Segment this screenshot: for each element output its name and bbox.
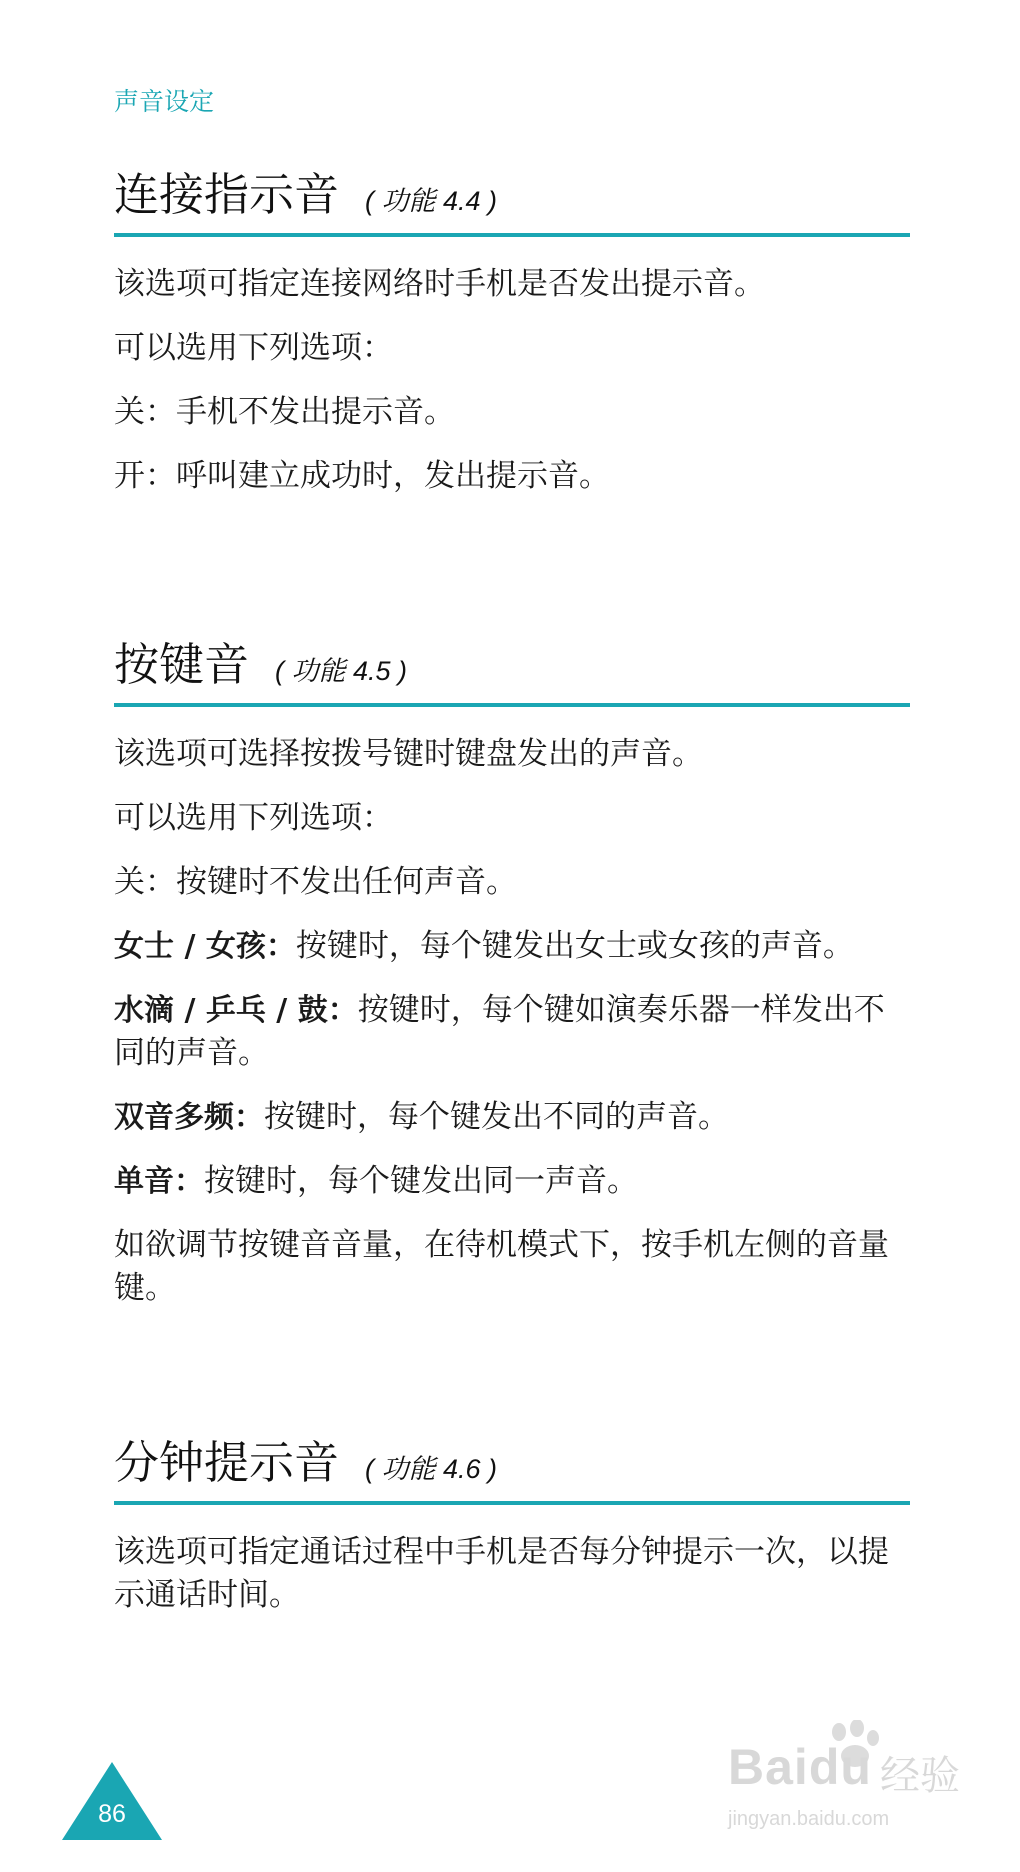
- function-number: ( 功能 4.6 ): [365, 1454, 498, 1484]
- option-item: 水滴 / 乒乓 / 鼓：按键时，每个键如演奏乐器一样发出不同的声音。: [114, 992, 885, 1071]
- section-title-row: [114, 1426, 910, 1505]
- section-key-tone: [114, 628, 910, 1331]
- option-item: 关：按键时不发出任何声音。: [114, 864, 517, 900]
- option-item: 开：呼叫建立成功时，发出提示音。: [114, 458, 610, 494]
- chapter-header: 声音设定: [114, 87, 215, 116]
- section-body: [114, 1531, 910, 1617]
- option-label: 开：: [114, 458, 176, 494]
- section-body: [114, 733, 910, 1310]
- option-item: 双音多频：按键时，每个键发出不同的声音。: [114, 1099, 729, 1135]
- page-number-badge: [62, 1762, 162, 1840]
- paragraph: 该选项可指定通话过程中手机是否每分钟提示一次，以提示通话时间。: [114, 1534, 889, 1613]
- section-body: [114, 263, 910, 498]
- watermark-url: jingyan.baidu.com: [728, 1808, 890, 1830]
- baidu-watermark: [728, 1720, 968, 1840]
- section-title: 连接指示音: [114, 168, 340, 221]
- option-label: 女士 / 女孩：: [114, 929, 296, 964]
- option-item: 关：手机不发出提示音。: [114, 394, 455, 430]
- watermark-cn: 经验: [880, 1753, 960, 1799]
- option-item: 单音：按键时，每个键发出同一声音。: [114, 1163, 638, 1199]
- option-label: 水滴 / 乒乓 / 鼓：: [114, 993, 358, 1028]
- option-item: 女士 / 女孩：按键时，每个键发出女士或女孩的声音。: [114, 928, 854, 964]
- section-title-row: [114, 628, 910, 707]
- paragraph: 可以选用下列选项：: [114, 800, 393, 836]
- option-label: 单音：: [114, 1164, 204, 1199]
- option-label: 关：: [114, 864, 176, 900]
- section-connect-tone: [114, 158, 910, 519]
- section-title: 按键音: [114, 638, 250, 691]
- paragraph: 该选项可指定连接网络时手机是否发出提示音。: [114, 266, 765, 302]
- watermark-brand: Baidu: [728, 1739, 872, 1795]
- section-title-row: [114, 158, 910, 237]
- option-label: 双音多频：: [114, 1100, 264, 1135]
- paragraph: 如欲调节按键音音量，在待机模式下，按手机左侧的音量键。: [114, 1227, 889, 1306]
- paragraph: 该选项可选择按拨号键时键盘发出的声音。: [114, 736, 703, 772]
- option-label: 关：: [114, 394, 176, 430]
- page-number: 86: [98, 1800, 126, 1828]
- paragraph: 可以选用下列选项：: [114, 330, 393, 366]
- section-title: 分钟提示音: [114, 1436, 340, 1489]
- function-number: ( 功能 4.4 ): [365, 186, 498, 216]
- section-minute-tone: [114, 1426, 910, 1638]
- function-number: ( 功能 4.5 ): [275, 656, 408, 686]
